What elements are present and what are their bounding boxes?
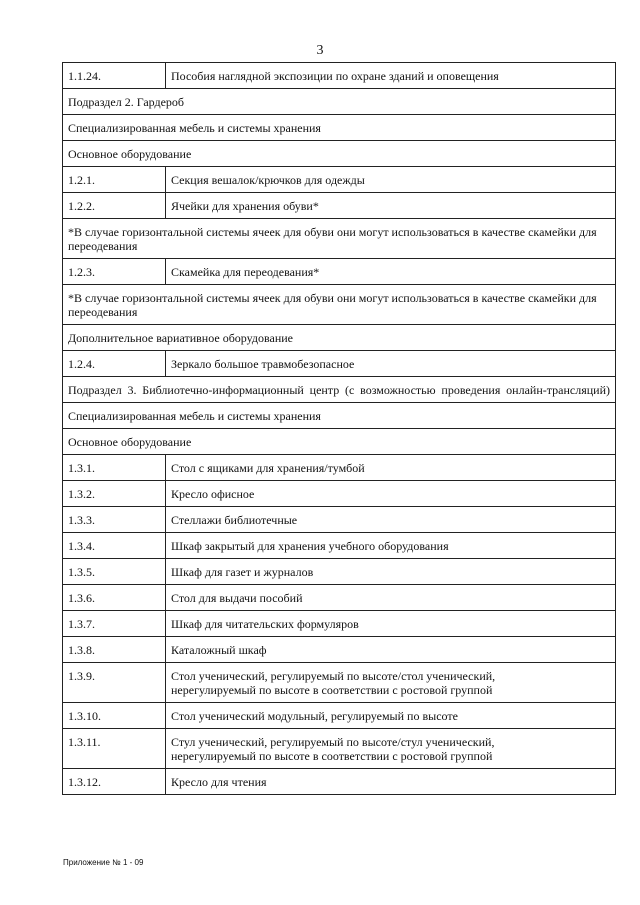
item-number: 1.3.6. bbox=[63, 585, 166, 611]
item-description: Стеллажи библиотечные bbox=[166, 507, 616, 533]
item-number: 1.3.12. bbox=[63, 769, 166, 795]
item-description: Зеркало большое травмобезопасное bbox=[166, 351, 616, 377]
table-row bbox=[63, 585, 616, 611]
page-number: 3 bbox=[316, 43, 324, 58]
item-number: 1.3.4. bbox=[63, 533, 166, 559]
item-number: 1.3.7. bbox=[63, 611, 166, 637]
footnote-text: *В случае горизонтальной системы ячеек для обуви они могут использоваться в качестве скамейки для переодевания bbox=[63, 285, 616, 325]
table-row bbox=[63, 259, 616, 285]
item-number: 1.3.5. bbox=[63, 559, 166, 585]
section-row bbox=[63, 89, 616, 115]
table-row bbox=[63, 63, 616, 89]
item-description: Скамейка для переодевания* bbox=[166, 259, 616, 285]
subsection-title: Подраздел 3. Библиотечно-информационный центр (с возможностью проведения онлайн-трансляций) bbox=[63, 377, 616, 403]
item-number: 1.3.9. bbox=[63, 663, 166, 703]
item-description bbox=[166, 729, 616, 769]
item-description: Стол ученический модульный, регулируемый по высоте bbox=[166, 703, 616, 729]
item-description: Каталожный шкаф bbox=[166, 637, 616, 663]
table-row bbox=[63, 193, 616, 219]
item-description: Кресло офисное bbox=[166, 481, 616, 507]
item-description: Ячейки для хранения обуви* bbox=[166, 193, 616, 219]
section-row bbox=[63, 403, 616, 429]
item-description-line: нерегулируемый по высоте в соответствии с ростовой группой bbox=[171, 683, 493, 697]
section-row bbox=[63, 325, 616, 351]
item-description-line: нерегулируемый по высоте в соответствии с ростовой группой bbox=[171, 749, 493, 763]
table-row bbox=[63, 637, 616, 663]
section-row bbox=[63, 115, 616, 141]
table-row bbox=[63, 351, 616, 377]
table-row bbox=[63, 559, 616, 585]
item-description-line: Стол ученический, регулируемый по высоте/стол ученический, bbox=[171, 669, 496, 683]
table-row bbox=[63, 455, 616, 481]
item-description-line: Стул ученический, регулируемый по высоте/стул ученический, bbox=[171, 735, 495, 749]
item-number: 1.2.1. bbox=[63, 167, 166, 193]
item-description bbox=[166, 663, 616, 703]
table-row bbox=[63, 703, 616, 729]
item-number: 1.2.4. bbox=[63, 351, 166, 377]
item-description: Шкаф для читательских формуляров bbox=[166, 611, 616, 637]
item-description: Пособия наглядной экспозиции по охране зданий и оповещения bbox=[166, 63, 616, 89]
section-title: Основное оборудование bbox=[63, 429, 616, 455]
table-row bbox=[63, 167, 616, 193]
note-row bbox=[63, 219, 616, 259]
item-description: Кресло для чтения bbox=[166, 769, 616, 795]
table-row bbox=[63, 729, 616, 769]
table-row bbox=[63, 507, 616, 533]
note-row bbox=[63, 285, 616, 325]
section-title: Дополнительное вариативное оборудование bbox=[63, 325, 616, 351]
item-description: Секция вешалок/крючков для одежды bbox=[166, 167, 616, 193]
table-row bbox=[63, 769, 616, 795]
section-title: Специализированная мебель и системы хранения bbox=[63, 403, 616, 429]
section-row bbox=[63, 377, 616, 403]
section-title: Подраздел 2. Гардероб bbox=[63, 89, 616, 115]
item-number: 1.3.2. bbox=[63, 481, 166, 507]
section-row bbox=[63, 141, 616, 167]
item-number: 1.3.11. bbox=[63, 729, 166, 769]
item-number: 1.2.2. bbox=[63, 193, 166, 219]
item-number: 1.3.10. bbox=[63, 703, 166, 729]
item-description: Шкаф для газет и журналов bbox=[166, 559, 616, 585]
item-description: Шкаф закрытый для хранения учебного оборудования bbox=[166, 533, 616, 559]
item-number: 1.2.3. bbox=[63, 259, 166, 285]
section-title: Специализированная мебель и системы хранения bbox=[63, 115, 616, 141]
item-description: Стол с ящиками для хранения/тумбой bbox=[166, 455, 616, 481]
equipment-table bbox=[62, 62, 616, 795]
section-row bbox=[63, 429, 616, 455]
table-row bbox=[63, 533, 616, 559]
item-description: Стол для выдачи пособий bbox=[166, 585, 616, 611]
table-row bbox=[63, 663, 616, 703]
item-number: 1.3.8. bbox=[63, 637, 166, 663]
item-number: 1.1.24. bbox=[63, 63, 166, 89]
page-footer: Приложение № 1 - 09 bbox=[63, 858, 144, 867]
section-title: Основное оборудование bbox=[63, 141, 616, 167]
item-number: 1.3.3. bbox=[63, 507, 166, 533]
item-number: 1.3.1. bbox=[63, 455, 166, 481]
table-row bbox=[63, 611, 616, 637]
footnote-text: *В случае горизонтальной системы ячеек для обуви они могут использоваться в качестве скамейки для переодевания bbox=[63, 219, 616, 259]
table-row bbox=[63, 481, 616, 507]
